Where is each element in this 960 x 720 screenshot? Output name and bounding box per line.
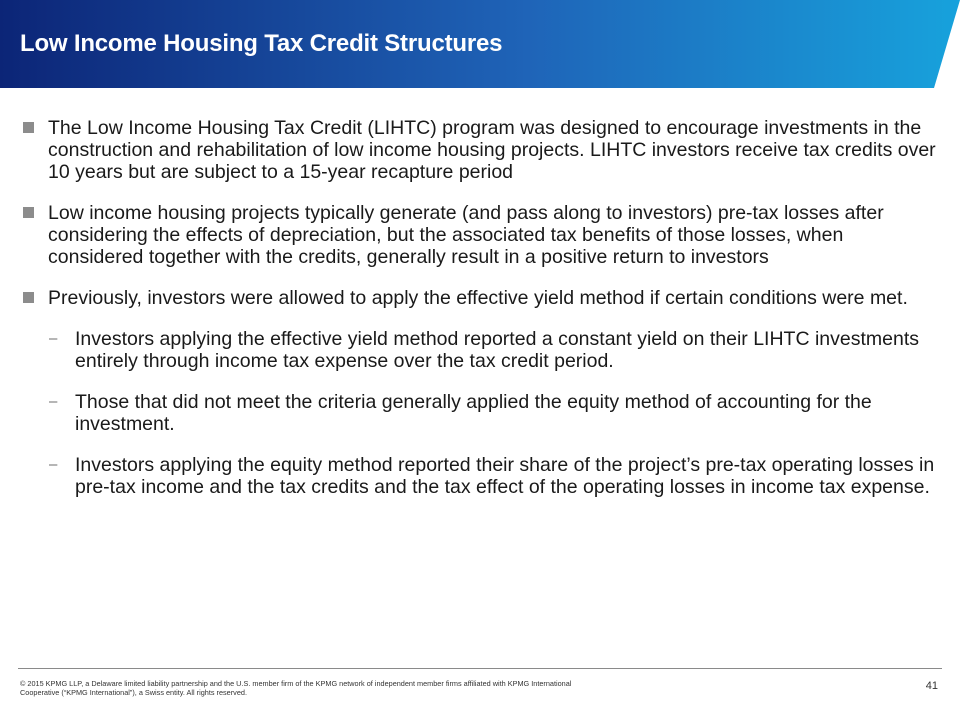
footer-divider xyxy=(18,668,942,669)
bullet-item xyxy=(0,117,960,183)
sub-bullet-text: Those that did not meet the criteria generally applied the equity method of accounting for the investment. xyxy=(75,391,872,435)
bullet-text: Low income housing projects typically generate (and pass along to investors) pre-tax losses after considering the effects of depreciation, but the associated tax benefits of those losses, when considered together with the credits, generally result in a positive return to investors xyxy=(48,202,884,268)
square-bullet-icon xyxy=(23,292,34,303)
title-band xyxy=(0,0,960,88)
dash-bullet-icon: – xyxy=(49,456,58,473)
square-bullet-icon xyxy=(23,207,34,218)
page-number: 41 xyxy=(925,680,938,692)
sub-bullet-text: Investors applying the effective yield method reported a constant yield on their LIHTC investments entirely through income tax expense over the tax credit period. xyxy=(75,328,920,372)
sub-bullet-item xyxy=(0,391,960,435)
slide-title: Low Income Housing Tax Credit Structures xyxy=(20,30,503,57)
dash-bullet-icon: – xyxy=(49,330,58,347)
square-bullet-icon xyxy=(23,122,34,133)
bullet-item xyxy=(0,202,960,268)
bullet-text: Previously, investors were allowed to apply the effective yield method if certain conditions were met. xyxy=(48,287,908,309)
bullet-text: The Low Income Housing Tax Credit (LIHTC) program was designed to encourage investments in the construction and rehabilitation of low income housing projects. LIHTC investors receive tax credits over 10 years but are subject to a 15-year recapture period xyxy=(48,117,936,183)
sub-bullet-item xyxy=(0,454,960,498)
sub-bullet-text: Investors applying the equity method reported their share of the project’s pre-tax operating losses in pre-tax income and the tax credits and the tax effect of the operating losses in income tax expense. xyxy=(75,454,935,498)
dash-bullet-icon: – xyxy=(49,393,58,410)
bullet-list xyxy=(0,117,960,517)
bullet-item xyxy=(0,287,960,309)
footer-copyright: © 2015 KPMG LLP, a Delaware limited liability partnership and the U.S. member firm of the KPMG network of independent member firms affiliated with KPMG International Cooperative (“KPMG International”), a Swiss entity. All rights reserved. xyxy=(20,679,572,697)
sub-bullet-item xyxy=(0,328,960,372)
